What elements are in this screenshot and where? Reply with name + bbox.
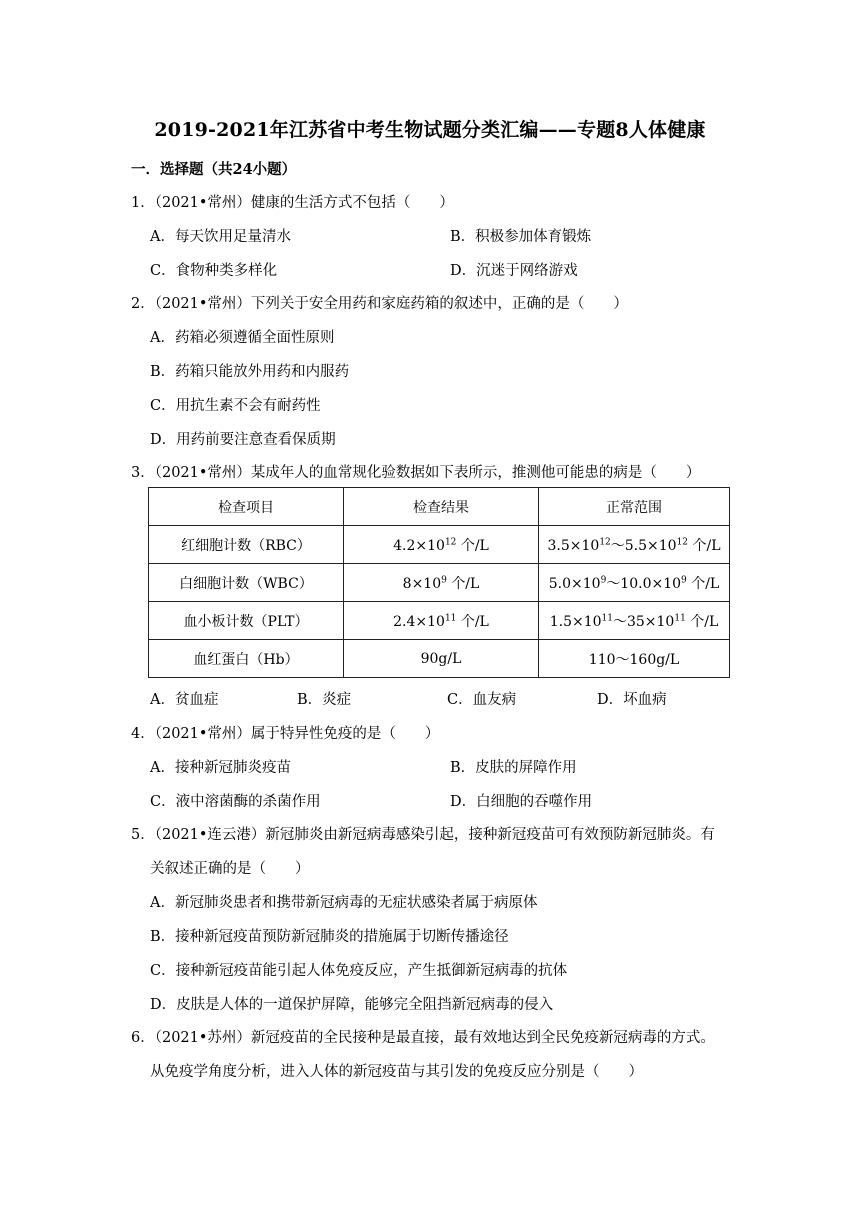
table-cell-range: $5.0\times 10^9\sim 10.0\times 10^9$ 个/L — [539, 564, 730, 602]
question-5-stem-cont: 关叙述正确的是（ ） — [150, 861, 310, 877]
table-header-cell: 检查项目 — [149, 488, 344, 526]
table-cell-range: 110～160g/L — [539, 640, 730, 678]
table-cell-result: $4.2\times 10^{12}$ 个/L — [344, 526, 539, 564]
table-row — [149, 526, 730, 564]
table-cell-result: $8\times 10^9$ 个/L — [344, 564, 539, 602]
question-6-stem: 6．（2021•苏州）新冠疫苗的全民接种是最直接，最有效地达到全民免疫新冠病毒的方式。 — [131, 1030, 715, 1046]
question-5-stem: 5．（2021•连云港）新冠肺炎由新冠病毒感染引起，接种新冠疫苗可有效预防新冠肺炎。有 — [131, 827, 715, 843]
table-row — [149, 640, 730, 678]
question-3-stem: 3．（2021•常州）某成年人的血常规化验数据如下表所示，推测他可能患的病是（ ） — [131, 465, 701, 481]
table-cell-range: $3.5\times 10^{12}\sim 5.5\times 10^{12}$ 个/L — [539, 526, 730, 564]
question-3-option-c[interactable]: C．血友病 — [447, 692, 517, 708]
question-2-stem: 2．（2021•常州）下列关于安全用药和家庭药箱的叙述中，正确的是（ ） — [131, 296, 628, 312]
question-5-option-c[interactable]: C．接种新冠疫苗能引起人体免疫反应，产生抵御新冠病毒的抗体 — [150, 963, 568, 979]
table-header-row — [149, 488, 730, 526]
question-1-option-a[interactable]: A．每天饮用足量清水 — [150, 229, 291, 245]
question-4-stem: 4．（2021•常州）属于特异性免疫的是（ ） — [131, 726, 440, 742]
table-cell-result: 90g/L — [344, 640, 539, 678]
question-4-option-b[interactable]: B．皮肤的屏障作用 — [450, 760, 577, 776]
question-4-option-a[interactable]: A．接种新冠肺炎疫苗 — [150, 760, 291, 776]
question-1-stem: 1．（2021•常州）健康的生活方式不包括（ ） — [131, 195, 454, 211]
blood-test-table — [148, 487, 730, 678]
question-5-option-b[interactable]: B．接种新冠疫苗预防新冠肺炎的措施属于切断传播途径 — [150, 929, 509, 945]
question-5-option-a[interactable]: A．新冠肺炎患者和携带新冠病毒的无症状感染者属于病原体 — [150, 895, 538, 911]
question-2-option-a[interactable]: A．药箱必须遵循全面性原则 — [150, 330, 335, 346]
table-cell-range: $1.5\times 10^{11}\sim 35\times 10^{11}$ 个/L — [539, 602, 730, 640]
table-cell-item: 血小板计数（PLT） — [149, 602, 344, 640]
table-cell-item: 红细胞计数（RBC） — [149, 526, 344, 564]
question-1-option-d[interactable]: D．沉迷于网络游戏 — [450, 263, 578, 279]
question-1-option-c[interactable]: C．食物种类多样化 — [150, 263, 278, 279]
page-title: 2019-2021年江苏省中考生物试题分类汇编——专题8人体健康 — [154, 119, 706, 141]
table-header-cell: 检查结果 — [344, 488, 539, 526]
question-1-option-b[interactable]: B．积极参加体育锻炼 — [450, 229, 592, 245]
table-row — [149, 602, 730, 640]
table-row — [149, 564, 730, 602]
section-heading: 一．选择题（共24小题） — [131, 161, 297, 178]
table-header-cell: 正常范围 — [539, 488, 730, 526]
question-3-option-a[interactable]: A．贫血症 — [150, 692, 219, 708]
question-2-option-c[interactable]: C．用抗生素不会有耐药性 — [150, 398, 321, 414]
table-cell-result: $2.4\times 10^{11}$ 个/L — [344, 602, 539, 640]
question-4-option-c[interactable]: C．液中溶菌酶的杀菌作用 — [150, 794, 321, 810]
table-cell-item: 血红蛋白（Hb） — [149, 640, 344, 678]
question-2-option-d[interactable]: D．用药前要注意查看保质期 — [150, 432, 336, 448]
question-3-option-b[interactable]: B．炎症 — [297, 692, 352, 708]
table-cell-item: 白细胞计数（WBC） — [149, 564, 344, 602]
question-2-option-b[interactable]: B．药箱只能放外用药和内服药 — [150, 364, 350, 380]
question-4-option-d[interactable]: D．白细胞的吞噬作用 — [450, 794, 593, 810]
question-5-option-d[interactable]: D．皮肤是人体的一道保护屏障，能够完全阻挡新冠病毒的侵入 — [150, 997, 554, 1013]
question-6-stem-cont: 从免疫学角度分析，进入人体的新冠疫苗与其引发的免疫反应分别是（ ） — [150, 1064, 643, 1080]
question-3-option-d[interactable]: D．坏血病 — [597, 692, 667, 708]
